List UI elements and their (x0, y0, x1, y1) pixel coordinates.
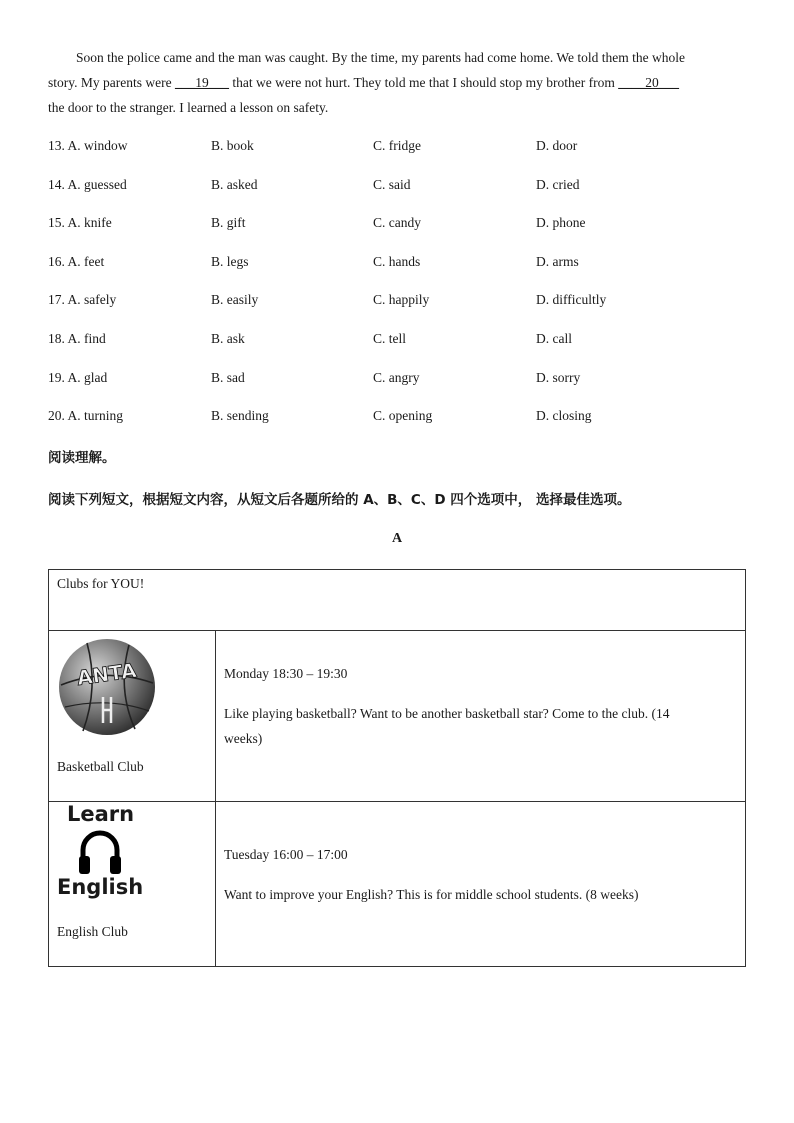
option-a: A. turning (67, 408, 124, 423)
question-number: 20. (48, 408, 65, 423)
learn-text: Learn (67, 802, 135, 826)
table-row (49, 631, 746, 802)
option-d: D. closing (536, 408, 592, 423)
option-a: A. guessed (67, 177, 127, 192)
passage-line-3 (48, 95, 744, 120)
option-c: C. happily (373, 292, 430, 307)
passage-line-2 (48, 70, 744, 95)
option-d: D. cried (536, 177, 580, 192)
english-time: Tuesday 16:00 – 17:00 (224, 847, 348, 862)
option-d: D. door (536, 138, 578, 153)
basketball-desc-line-1: Like playing basketball? Want to be another basketball star? Come to the club. (14 (224, 706, 670, 721)
option-c: C. said (373, 177, 411, 192)
option-b: B. book (211, 138, 254, 153)
option-b: B. ask (211, 331, 245, 346)
basketball-description (224, 701, 729, 751)
option-d: D. call (536, 331, 572, 346)
section-heading: 阅读理解。 (48, 450, 116, 466)
option-a: A. safely (67, 292, 117, 307)
option-a: A. knife (67, 215, 112, 230)
option-c: C. opening (373, 408, 433, 423)
question-number: 14. (48, 177, 65, 192)
instruction-text: 阅读下列短文，根据短文内容，从短文后各题所给的 A、B、C、D 四个选项中， 选择最佳选项。 (48, 492, 631, 508)
question-number: 18. (48, 331, 65, 346)
basketball-desc-line-2: weeks) (224, 731, 263, 746)
english-club-label: English Club (57, 924, 128, 939)
section-letter: A (391, 531, 403, 546)
option-a: A. find (67, 331, 106, 346)
english-club-info (216, 802, 746, 967)
basketball-club-cell (49, 631, 216, 802)
ball-brand-text: ANTA (75, 657, 138, 691)
english-club-cell (49, 802, 216, 967)
option-c: C. angry (373, 370, 420, 385)
question-19 (48, 370, 748, 390)
option-c: C. hands (373, 254, 421, 269)
question-15 (48, 215, 748, 235)
english-desc-line-1: Want to improve your English? This is for middle school students. (8 weeks) (224, 887, 639, 902)
passage-line-1 (48, 45, 744, 70)
option-c: C. candy (373, 215, 421, 230)
table-title: Clubs for YOU! (57, 576, 145, 591)
question-16 (48, 254, 748, 274)
question-number: 13. (48, 138, 65, 153)
option-d: D. arms (536, 254, 579, 269)
option-b: B. sending (211, 408, 269, 423)
option-b: B. gift (211, 215, 246, 230)
table-row (49, 802, 746, 967)
option-d: D. sorry (536, 370, 581, 385)
passage-text-2a: story. My parents were (48, 75, 175, 90)
question-number: 16. (48, 254, 65, 269)
question-17 (48, 292, 748, 312)
option-c: C. fridge (373, 138, 421, 153)
passage-text-3: the door to the stranger. I learned a lesson on safety. (48, 100, 329, 115)
option-d: D. difficultly (536, 292, 607, 307)
question-number: 15. (48, 215, 65, 230)
question-number: 19. (48, 370, 65, 385)
english-description (224, 882, 729, 907)
option-b: B. sad (211, 370, 245, 385)
headphones-icon (77, 828, 123, 876)
question-14 (48, 177, 748, 197)
basketball-club-label: Basketball Club (57, 759, 144, 774)
option-d: D. phone (536, 215, 586, 230)
blank-19: ___19___ (174, 75, 229, 90)
passage-text-1: Soon the police came and the man was caught. By the time, my parents had come home. We told them the whole (76, 50, 686, 65)
passage-text-2b: that we were not hurt. They told me that I should stop my brother from (228, 75, 619, 90)
english-text: English (57, 875, 144, 899)
basketball-image (57, 637, 157, 737)
question-20 (48, 408, 748, 428)
option-a: A. feet (67, 254, 105, 269)
question-13 (48, 138, 748, 158)
question-18 (48, 331, 748, 351)
blank-20: ____20___ (618, 75, 680, 90)
basketball-club-info (216, 631, 746, 802)
option-c: C. tell (373, 331, 406, 346)
option-b: B. legs (211, 254, 249, 269)
clubs-table (48, 569, 746, 967)
question-number: 17. (48, 292, 65, 307)
option-a: A. glad (67, 370, 108, 385)
option-b: B. asked (211, 177, 258, 192)
option-b: B. easily (211, 292, 259, 307)
basketball-time: Monday 18:30 – 19:30 (224, 666, 348, 681)
option-a: A. window (67, 138, 128, 153)
table-title-cell (49, 570, 746, 631)
